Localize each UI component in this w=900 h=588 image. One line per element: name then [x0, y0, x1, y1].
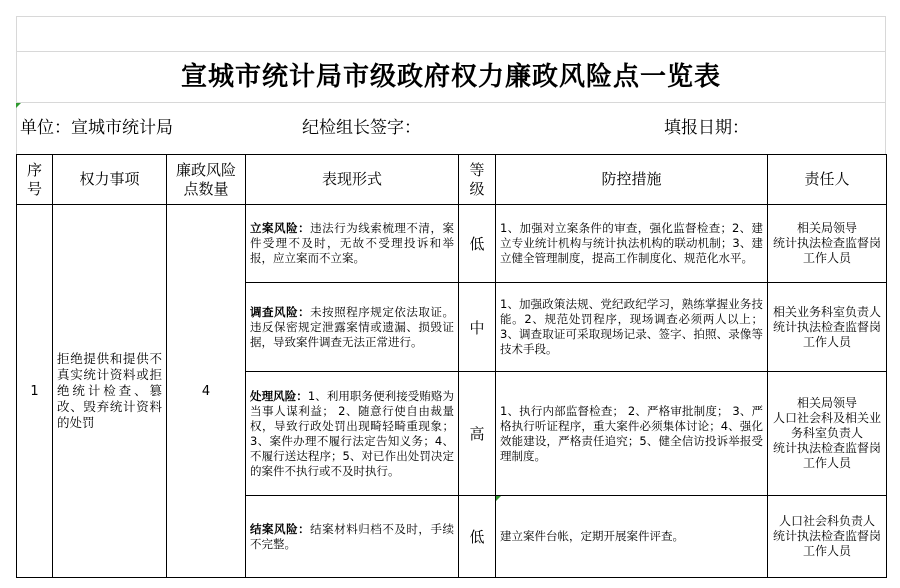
control-measures: 1、加强政策法规、党纪政纪学习，熟练掌握业务技能。2、规范处罚程序，现场调查必须两人以上；3、调查取证可采取现场记录、签字、拍照、录像等技术手段。	[496, 283, 768, 372]
header-risk-count: 廉政风险点数量	[167, 155, 246, 205]
header-form: 表现形式	[246, 155, 459, 205]
risk-description: 结案材料归档不及时，手续不完整。	[250, 521, 454, 551]
gridline	[16, 16, 886, 17]
power-item: 拒绝提供和提供不真实统计资料或拒绝统计检查、篡改、毁弃统计资料的处罚	[53, 205, 167, 578]
responsible-cell	[768, 283, 887, 372]
responsible-cell	[768, 205, 887, 283]
cell-comment-marker	[496, 496, 501, 501]
risk-description: 未按照程序规定依法取证。违反保密规定泄露案情或遗漏、损毁证据，导致案件调查无法正常进行。	[250, 304, 454, 349]
unit-label: 单位：宣城市统计局	[20, 118, 173, 138]
control-measures: 1、执行内部监督检查； 2、严格审批制度； 3、严格执行听证程序，重大案件必须集体讨论；4、强化效能建设，严格责任追究；5、健全信访投诉举报受理制度。	[496, 372, 768, 496]
control-measures	[496, 496, 768, 578]
responsible-person: 相关业务科室负责人	[772, 304, 881, 319]
header-responsible: 责任人	[768, 155, 887, 205]
header-measures: 防控措施	[496, 155, 768, 205]
risk-form-cell	[246, 372, 459, 496]
control-measures-text: 建立案件台帐，定期开展案件评查。	[500, 529, 684, 543]
responsible-person: 统计执法检查监督岗工作人员	[772, 236, 881, 265]
header-power-item: 权力事项	[53, 155, 167, 205]
risk-level: 低	[459, 496, 496, 578]
gridline	[16, 102, 886, 103]
table-header-row	[17, 155, 887, 205]
responsible-person: 相关局领导	[796, 221, 857, 235]
risk-description: 违法行为线索梳理不清，案件受理不及时，无故不受理投诉和举报，应立案而不立案。	[250, 221, 454, 265]
responsible-cell	[768, 496, 887, 578]
signature-label: 纪检组长签字：	[302, 118, 421, 138]
risk-table	[16, 154, 887, 578]
responsible-person: 统计执法检查监督岗工作人员	[772, 529, 881, 558]
risk-label: 立案风险：	[250, 221, 311, 235]
risk-label: 处理风险：	[250, 388, 308, 403]
header-no: 序号	[17, 155, 53, 205]
responsible-cell	[768, 372, 887, 496]
responsible-person: 人口社会科及相关业务科室负责人	[772, 411, 881, 440]
cell-comment-marker	[16, 103, 21, 108]
risk-level: 低	[459, 205, 496, 283]
control-measures: 1、加强对立案条件的审查，强化监督检查；2、建立专业统计机构与统计执法机构的联动机制；3、建立健全管理制度，提高工作制度化、规范化水平。	[496, 205, 768, 283]
risk-level: 中	[459, 283, 496, 372]
page-title: 宣城市统计局市级政府权力廉政风险点一览表	[180, 62, 721, 92]
risk-description: 1、利用职务便利接受贿赂为当事人谋利益； 2、随意行使自由裁量权，导致行政处罚出现畸轻畸重现象； 3、案件办理不履行法定告知义务；4、不履行送达程序；5、对已作出处罚决定的案件不执行或不及时执行。	[250, 388, 455, 478]
risk-count: 4	[167, 205, 246, 578]
row-number: 1	[17, 205, 53, 578]
fill-date-label: 填报日期：	[664, 118, 749, 138]
responsible-person: 统计执法检查监督岗工作人员	[772, 441, 881, 470]
table-row	[17, 205, 887, 283]
risk-form-cell	[246, 205, 459, 283]
risk-label: 结案风险：	[250, 521, 311, 536]
risk-form-cell	[246, 283, 459, 372]
responsible-person: 相关局领导	[796, 396, 857, 410]
risk-form-cell	[246, 496, 459, 578]
risk-level: 高	[459, 372, 496, 496]
responsible-person: 统计执法检查监督岗工作人员	[772, 319, 881, 349]
header-level: 等级	[459, 155, 496, 205]
risk-label: 调查风险：	[250, 304, 311, 319]
responsible-person: 人口社会科负责人	[778, 514, 875, 528]
